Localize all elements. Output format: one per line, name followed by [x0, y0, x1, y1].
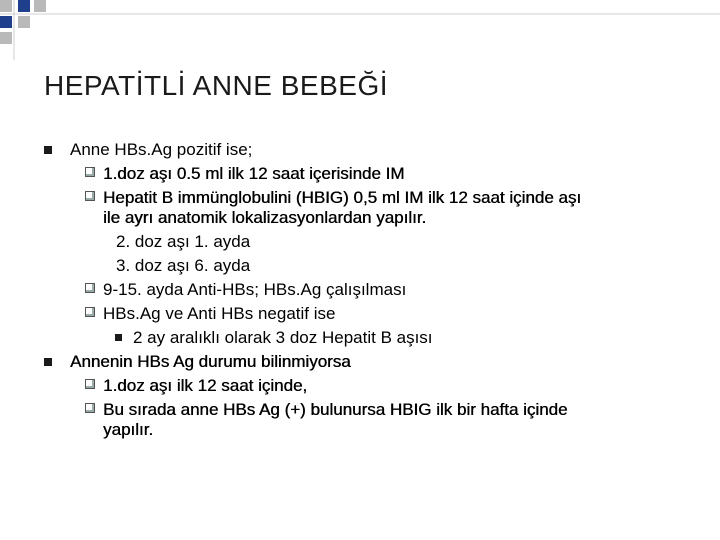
- list-item-text: 2. doz aşı 1. ayda: [116, 232, 251, 251]
- list-item: [44, 350, 704, 374]
- list-item: [44, 278, 704, 302]
- list-item: [44, 254, 704, 278]
- list-item-continuation: [44, 206, 704, 230]
- list-item-text: Bu sırada anne HBs Ag (+) bulunursa HBIG ilk bir hafta içinde: [103, 400, 568, 419]
- slide-content: [44, 138, 704, 442]
- list-item-text: Hepatit B immünglobulini (HBIG) 0,5 ml IM ilk 12 saat içinde aşı: [103, 188, 582, 207]
- list-item-text: 1.doz aşı ilk 12 saat içinde,: [103, 376, 308, 395]
- square-bullet-icon: [44, 146, 52, 154]
- list-item: [44, 326, 704, 350]
- list-item-text: Anne HBs.Ag pozitif ise;: [70, 140, 253, 159]
- list-item-text: HBs.Ag ve Anti HBs negatif ise: [103, 304, 336, 323]
- list-item: [44, 230, 704, 254]
- hollow-square-bullet-icon: [85, 403, 95, 413]
- hollow-square-bullet-icon: [85, 379, 95, 389]
- list-item-text: 3. doz aşı 6. ayda: [116, 256, 251, 275]
- square-bullet-icon: [115, 334, 122, 341]
- list-item-text: 1.doz aşı 0.5 ml ilk 12 saat içerisinde IM: [103, 164, 405, 183]
- square-bullet-icon: [44, 358, 52, 366]
- hollow-square-bullet-icon: [85, 167, 95, 177]
- slide-title: HEPATİTLİ ANNE BEBEĞİ: [44, 70, 388, 101]
- hollow-square-bullet-icon: [85, 307, 95, 317]
- corner-decoration: [0, 0, 720, 60]
- list-item-text: ile ayrı anatomik lokalizasyonlardan yapılır.: [103, 208, 427, 227]
- list-item: [44, 138, 704, 162]
- list-item: [44, 162, 704, 186]
- hollow-square-bullet-icon: [85, 283, 95, 293]
- list-item-text: Annenin HBs Ag durumu bilinmiyorsa: [70, 352, 351, 371]
- list-item-continuation: [44, 418, 704, 442]
- list-item-text: 2 ay aralıklı olarak 3 doz Hepatit B aşısı: [133, 328, 433, 347]
- list-item-text: 9-15. ayda Anti-HBs; HBs.Ag çalışılması: [103, 280, 407, 299]
- list-item: [44, 302, 704, 326]
- list-item-text: yapılır.: [103, 420, 154, 439]
- hollow-square-bullet-icon: [85, 191, 95, 201]
- list-item: [44, 374, 704, 398]
